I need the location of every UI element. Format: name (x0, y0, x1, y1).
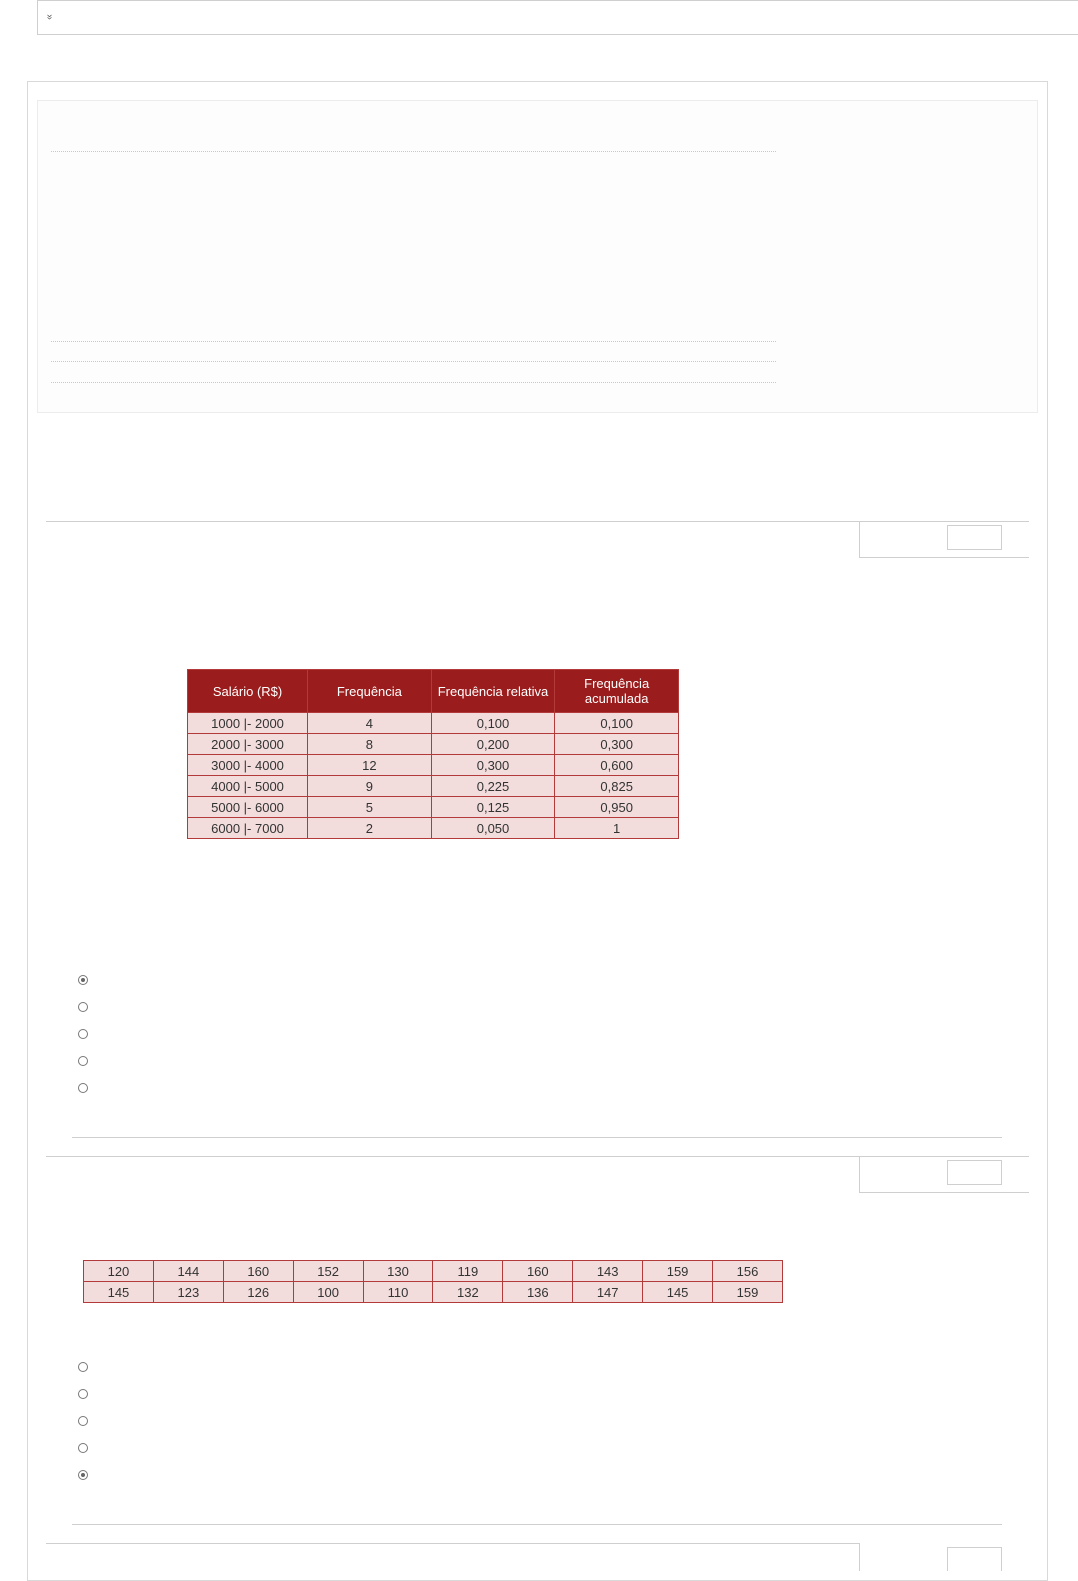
table-cell: 12 (308, 755, 432, 776)
table-cell: 2 (308, 818, 432, 839)
table-cell: 0,950 (555, 797, 679, 818)
answer-radio-c[interactable] (78, 1029, 88, 1039)
frequency-table (187, 669, 679, 839)
answer-radio-b[interactable] (78, 1389, 88, 1399)
table-cell: 160 (223, 1261, 293, 1282)
table-cell: 0,100 (555, 713, 679, 734)
table-cell: 143 (573, 1261, 643, 1282)
table-cell: 0,300 (431, 755, 555, 776)
table-cell: 1 (555, 818, 679, 839)
table-cell: 123 (153, 1282, 223, 1303)
table-row (188, 818, 679, 839)
table-cell: 5 (308, 797, 432, 818)
score-field (947, 525, 1002, 550)
table-cell: 136 (503, 1282, 573, 1303)
top-collapse-bar[interactable] (37, 0, 1078, 35)
answer-radio-b[interactable] (78, 1002, 88, 1012)
data-table (83, 1260, 783, 1303)
table-cell: 159 (713, 1282, 783, 1303)
table-cell: 2000 |- 3000 (188, 734, 308, 755)
table-cell: 119 (433, 1261, 503, 1282)
table-cell: 4000 |- 5000 (188, 776, 308, 797)
table-cell: 0,050 (431, 818, 555, 839)
table-cell: 120 (84, 1261, 154, 1282)
question-footer-divider (72, 1137, 1002, 1138)
answer-radio-c[interactable] (78, 1416, 88, 1426)
table-cell: 0,825 (555, 776, 679, 797)
table-cell: 0,225 (431, 776, 555, 797)
score-field (947, 1160, 1002, 1185)
info-box (37, 100, 1038, 413)
table-cell: 9 (308, 776, 432, 797)
table-cell: 1000 |- 2000 (188, 713, 308, 734)
table-row (188, 755, 679, 776)
table-cell: 144 (153, 1261, 223, 1282)
table-cell: 6000 |- 7000 (188, 818, 308, 839)
divider (51, 382, 776, 383)
table-cell: 4 (308, 713, 432, 734)
table-cell: 3000 |- 4000 (188, 755, 308, 776)
question-score-box (859, 1543, 1029, 1571)
table-cell: 100 (293, 1282, 363, 1303)
table-header: Frequência relativa (431, 670, 555, 713)
table-cell: 0,125 (431, 797, 555, 818)
table-header: Salário (R$) (188, 670, 308, 713)
divider (51, 341, 776, 342)
table-cell: 0,300 (555, 734, 679, 755)
answer-radio-a[interactable] (78, 1362, 88, 1372)
table-cell: 8 (308, 734, 432, 755)
table-cell: 5000 |- 6000 (188, 797, 308, 818)
table-cell: 159 (643, 1261, 713, 1282)
question-separator (46, 1543, 859, 1544)
table-cell: 132 (433, 1282, 503, 1303)
question-score-box (859, 521, 1029, 558)
table-header: Frequência acumulada (555, 670, 679, 713)
table-cell: 0,100 (431, 713, 555, 734)
table-cell: 130 (363, 1261, 433, 1282)
answer-radio-e[interactable] (78, 1083, 88, 1093)
table-cell: 126 (223, 1282, 293, 1303)
table-row (84, 1282, 783, 1303)
table-cell: 156 (713, 1261, 783, 1282)
question-footer-divider (72, 1524, 1002, 1525)
table-cell: 160 (503, 1261, 573, 1282)
answer-radio-d[interactable] (78, 1443, 88, 1453)
table-row (188, 797, 679, 818)
table-row (188, 734, 679, 755)
table-cell: 0,600 (555, 755, 679, 776)
chevron-double-down-icon[interactable]: » (43, 14, 55, 20)
table-cell: 0,200 (431, 734, 555, 755)
table-header: Frequência (308, 670, 432, 713)
question-score-box (859, 1156, 1029, 1193)
answer-radio-d[interactable] (78, 1056, 88, 1066)
table-cell: 145 (643, 1282, 713, 1303)
table-row (84, 1261, 783, 1282)
table-row (188, 713, 679, 734)
table-cell: 110 (363, 1282, 433, 1303)
table-cell: 145 (84, 1282, 154, 1303)
table-cell: 152 (293, 1261, 363, 1282)
divider (51, 361, 776, 362)
divider (51, 151, 776, 152)
answer-radio-e[interactable] (78, 1470, 88, 1480)
score-field (947, 1547, 1002, 1571)
table-cell: 147 (573, 1282, 643, 1303)
table-row (188, 776, 679, 797)
answer-radio-a[interactable] (78, 975, 88, 985)
